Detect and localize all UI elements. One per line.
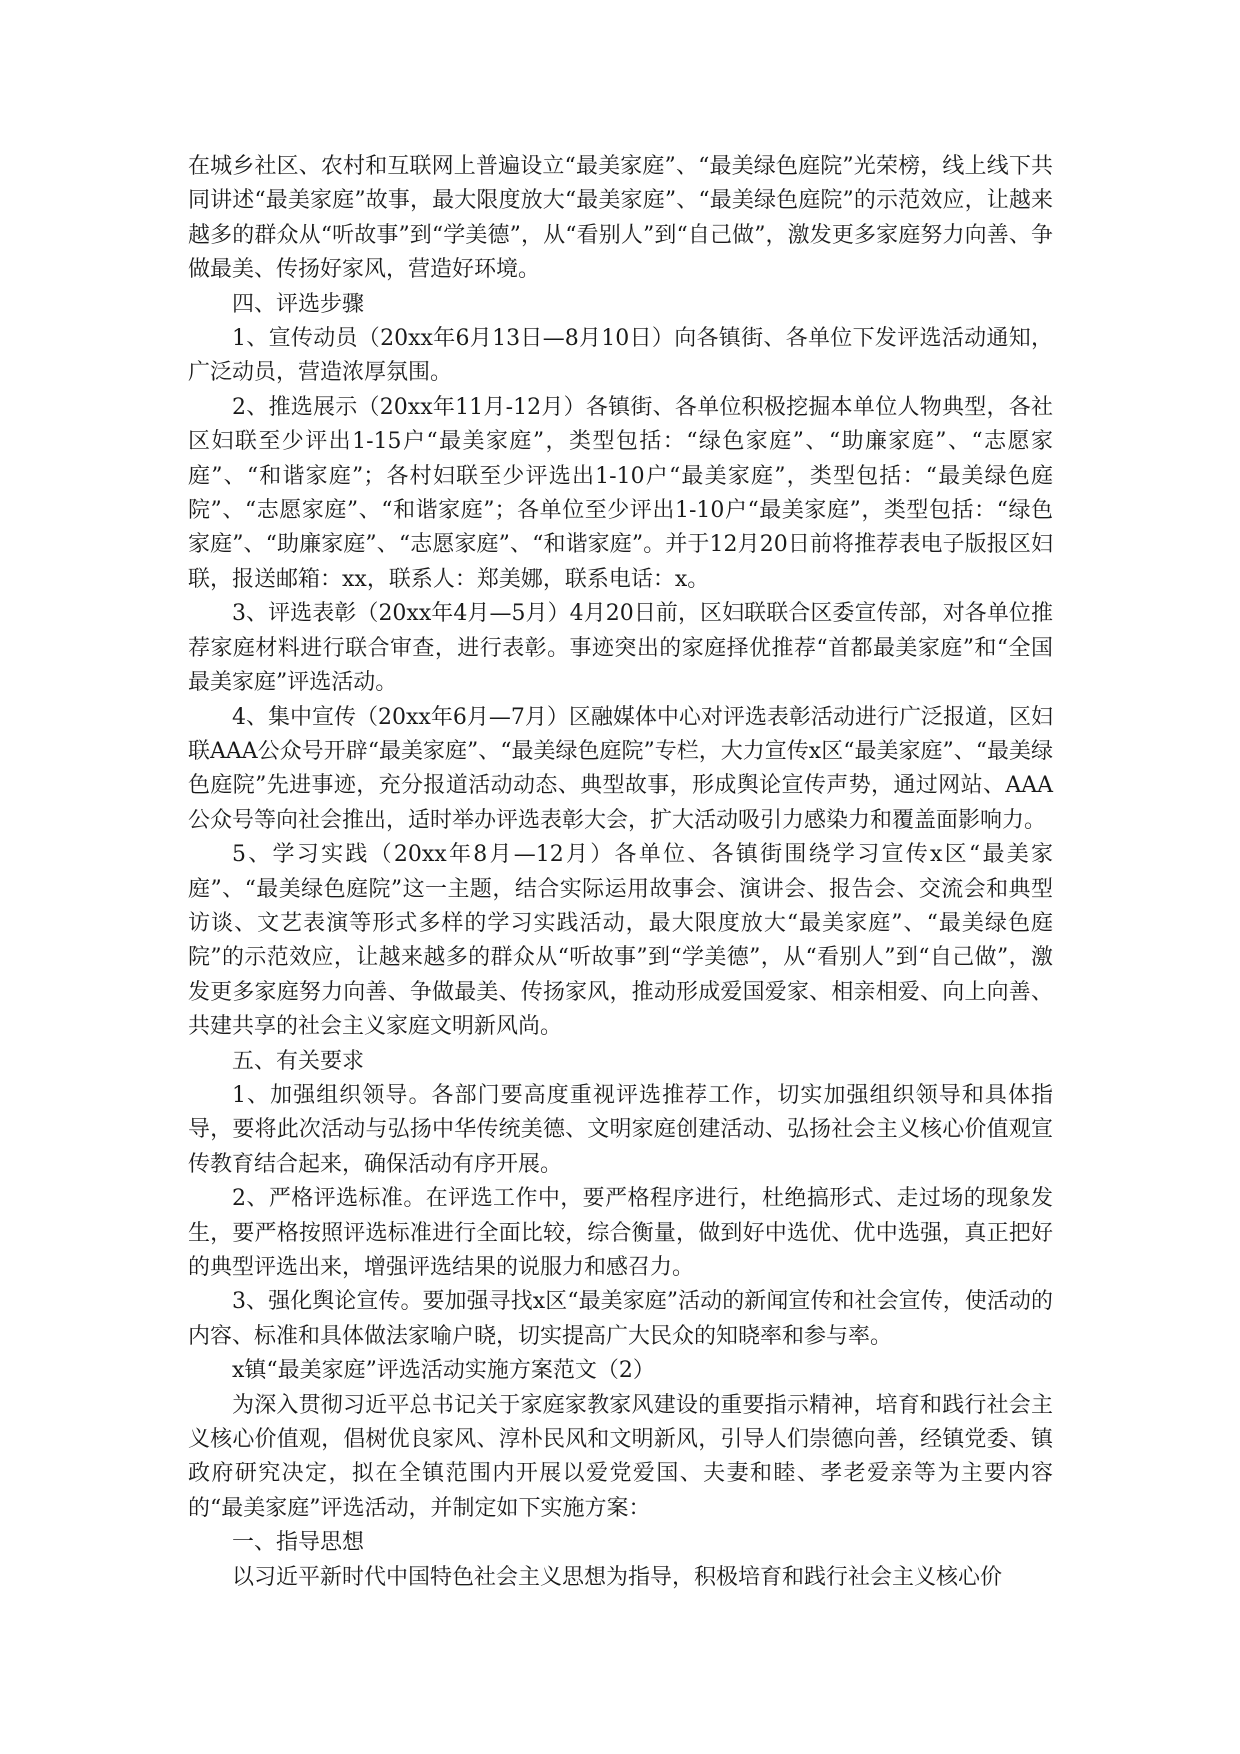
paragraph-requirement-1: 1、加强组织领导。各部门要高度重视评选推荐工作，切实加强组织领导和具体指导，要将此次活动与弘扬中华传统美德、文明家庭创建活动、弘扬社会主义核心价值观宣传教育结合起来，确保活动有序开展。: [188, 1082, 1053, 1177]
paragraph-step-2: 2、推选展示（20xx年11月-12月）各镇街、各单位积极挖掘本单位人物典型，各社区妇联至少评出1-15户“最美家庭”，类型包括：“绿色家庭”、“助廉家庭”、“志愿家庭”、“和谐家庭”；各村妇联至少评选出1-10户“最美家庭”，类型包括：“最美绿色庭院”、“志愿家庭”、“和谐家庭”；各单位至少评出1-10户“最美家庭”，类型包括：“绿色家庭”、“助廉家庭”、“志愿家庭”、“和谐家庭”。并于12月20日前将推荐表电子版报区妇联，报送邮箱：xx，联系人：郑美娜，联系电话：x。: [188, 394, 1053, 592]
heading-selection-steps: 四、评选步骤: [232, 291, 365, 317]
paragraph-intro: 为深入贯彻习近平总书记关于家庭家教家风建设的重要指示精神，培育和践行社会主义核心价值观，倡树优良家风、淳朴民风和文明新风，引导人们崇德向善，经镇党委、镇政府研究决定，拟在全镇范围内开展以爱党爱国、夫妻和睦、孝老爱亲等为主要内容的“最美家庭”评选活动，并制定如下实施方案：: [188, 1392, 1053, 1521]
heading-requirements: 五、有关要求: [232, 1048, 365, 1074]
paragraph-requirement-2: 2、严格评选标准。在评选工作中，要严格程序进行，杜绝搞形式、走过场的现象发生，要严格按照评选标准进行全面比较，综合衡量，做到好中选优、优中选强，真正把好的典型评选出来，增强评选结果的说服力和感召力。: [188, 1186, 1053, 1280]
paragraph-guiding-thought: 以习近平新时代中国特色社会主义思想为指导，积极培育和践行社会主义核心价: [232, 1564, 1003, 1590]
paragraph-step-4: 4、集中宣传（20xx年6月—7月）区融媒体中心对评选表彰活动进行广泛报道，区妇联AAA公众号开辟“最美家庭”、“最美绿色庭院”专栏，大力宣传x区“最美家庭”、“最美绿色庭院”先进事迹，充分报道活动动态、典型故事，形成舆论宣传声势，通过网站、AAA公众号等向社会推出，适时举办评选表彰大会，扩大活动吸引力感染力和覆盖面影响力。: [188, 704, 1053, 833]
paragraph-step-3: 3、评选表彰（20xx年4月—5月）4月20日前，区妇联联合区委宣传部，对各单位推荐家庭材料进行联合审查，进行表彰。事迹突出的家庭择优推荐“首都最美家庭”和“全国最美家庭”评选活动。: [188, 601, 1053, 696]
paragraph-continuation: 在城乡社区、农村和互联网上普遍设立“最美家庭”、“最美绿色庭院”光荣榜，线上线下共同讲述“最美家庭”故事，最大限度放大“最美家庭”、“最美绿色庭院”的示范效应，让越来越多的群众从“听故事”到“学美德”，从“看别人”到“自己做”，激发更多家庭努力向善、争做最美、传扬好家风，营造好环境。: [188, 154, 1053, 283]
heading-sample-2: x镇“最美家庭”评选活动实施方案范文（2）: [232, 1358, 655, 1384]
paragraph-requirement-3: 3、强化舆论宣传。要加强寻找x区“最美家庭”活动的新闻宣传和社会宣传，使活动的内容、标准和具体做法家喻户晓，切实提高广大民众的知晓率和参与率。: [188, 1289, 1053, 1349]
paragraph-step-1: 1、宣传动员（20xx年6月13日—8月10日）向各镇街、各单位下发评选活动通知，广泛动员，营造浓厚氛围。: [188, 326, 1053, 386]
document-page: [188, 150, 1053, 1595]
heading-guiding-thought: 一、指导思想: [232, 1530, 365, 1556]
paragraph-step-5: 5、学习实践（20xx年8月—12月）各单位、各镇街围绕学习宣传x区“最美家庭”、“最美绿色庭院”这一主题，结合实际运用故事会、演讲会、报告会、交流会和典型访谈、文艺表演等形式多样的学习实践活动，最大限度放大“最美家庭”、“最美绿色庭院”的示范效应，让越来越多的群众从“听故事”到“学美德”，从“看别人”到“自己做”，激发更多家庭努力向善、争做最美、传扬家风，推动形成爱国爱家、相亲相爱、向上向善、共建共享的社会主义家庭文明新风尚。: [188, 842, 1053, 1040]
